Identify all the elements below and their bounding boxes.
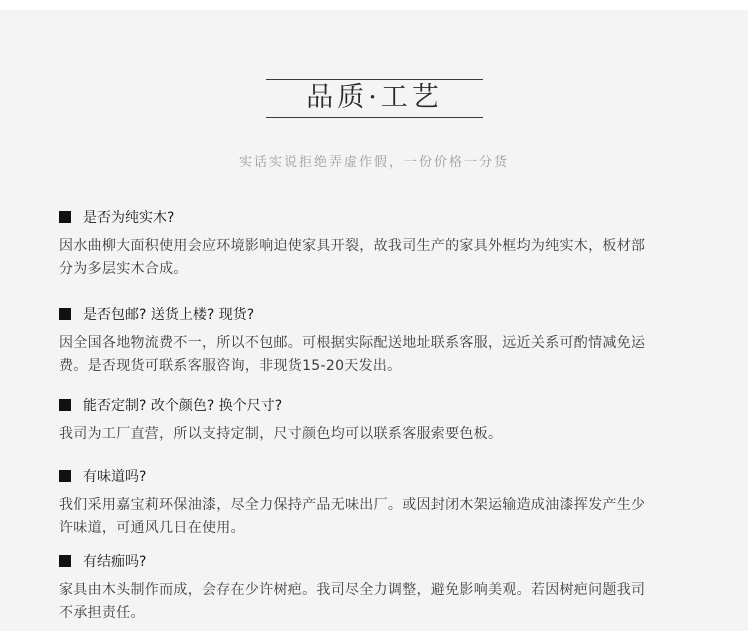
square-bullet-icon: [59, 555, 71, 567]
faq-question: [59, 551, 659, 571]
faq-answer: 因全国各地物流费不一，所以不包邮。可根据实际配送地址联系客服，远近关系可酌情减免运费。是否现货可联系客服咨询，非现货15-20天发出。: [59, 335, 646, 374]
faq-question-text: 有味道吗?: [83, 469, 147, 485]
title-top-rule: [266, 79, 483, 80]
content-panel: [0, 10, 748, 631]
faq-answer: 家具由木头制作而成，会存在少许树疤。我司尽全力调整，避免影响美观。若因树疤问题我司不承担责任。: [59, 582, 646, 621]
faq-item-solid-wood: [59, 207, 659, 281]
faq-question: [59, 207, 659, 227]
faq-item-odor: [59, 466, 659, 540]
faq-answer: 我们采用嘉宝莉环保油漆，尽全力保持产品无味出厂。或因封闭木架运输造成油漆挥发产生少许味道，可通风几日在使用。: [59, 497, 646, 536]
faq-answer: 我司为工厂直营，所以支持定制，尺寸颜色均可以联系客服索要色板。: [59, 426, 503, 442]
faq-question: [59, 395, 659, 415]
faq-question: [59, 304, 659, 324]
faq-question-text: 是否为纯实木?: [83, 210, 175, 226]
faq-question-text: 有结痂吗?: [83, 554, 147, 570]
square-bullet-icon: [59, 211, 71, 223]
title-box: [266, 68, 483, 128]
page-subtitle: 实话实说拒绝弄虚作假，一份价格一分货: [238, 155, 509, 170]
faq-item-scars: [59, 551, 659, 625]
faq-answer: 因水曲柳大面积使用会应环境影响迫使家具开裂，故我司生产的家具外框均为纯实木，板材部分为多层实木合成。: [59, 238, 646, 277]
faq-question: [59, 466, 659, 486]
square-bullet-icon: [59, 399, 71, 411]
square-bullet-icon: [59, 308, 71, 320]
faq-question-text: 是否包邮? 送货上楼? 现货?: [83, 307, 255, 323]
faq-question-text: 能否定制? 改个颜色? 换个尺寸?: [83, 398, 283, 414]
title-bottom-rule: [266, 117, 483, 118]
page-title: 品质·工艺: [306, 82, 443, 113]
square-bullet-icon: [59, 470, 71, 482]
faq-item-shipping: [59, 304, 659, 378]
faq-item-customize: [59, 395, 659, 446]
